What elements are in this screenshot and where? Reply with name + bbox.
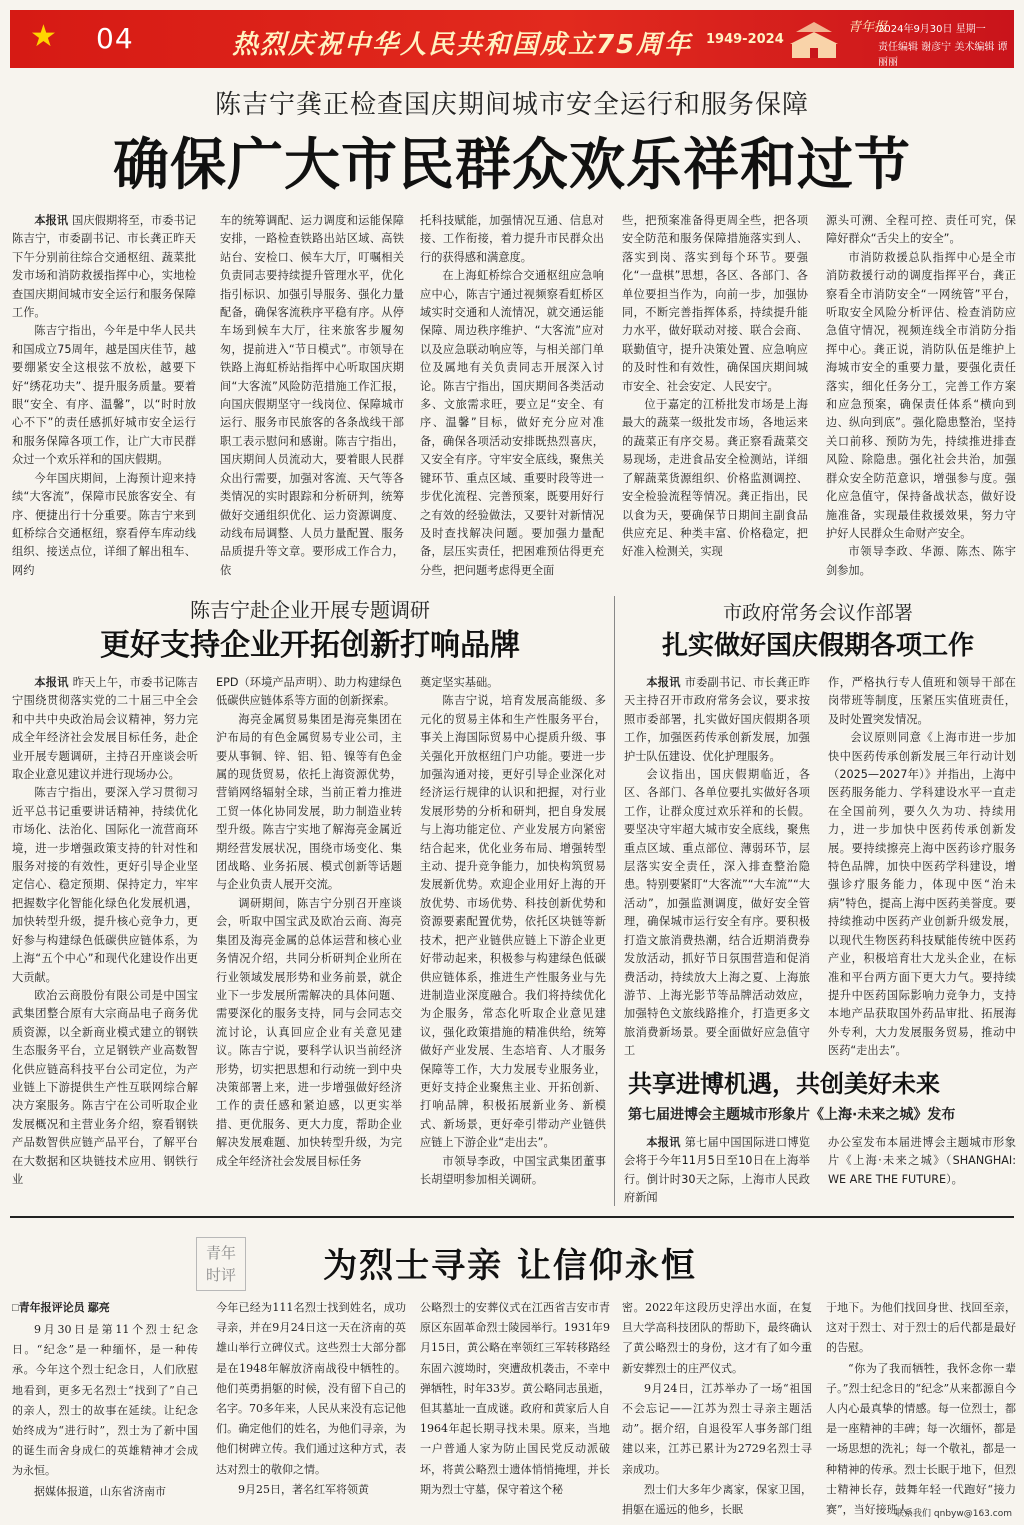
- lead-column-3: [420, 212, 604, 588]
- column-tag: [196, 1237, 246, 1291]
- paragraph: 托科技赋能，加强情况互通、信息对接、工作衔接，着力提升市民群众出行的获得感和满意度。: [420, 214, 604, 264]
- lead-column-5: [826, 212, 1016, 588]
- paragraph: 奠定坚实基础。: [420, 676, 499, 689]
- editor-line: 责任编辑 谢彦宁 美术编辑 谭丽丽: [878, 42, 1008, 68]
- opinion-column-4: [622, 1298, 812, 1517]
- council-headline: 扎实做好国庆假期各项工作: [661, 631, 974, 661]
- dateline-tag: 本报讯: [34, 676, 73, 689]
- paragraph: 市领导李政，中国宝武集团董事长胡望明参加相关调研。: [420, 1154, 606, 1186]
- enterprise-column-3: [420, 674, 606, 1204]
- opinion-column-1: [12, 1298, 198, 1502]
- newspaper-logo: 青年报: [848, 20, 888, 35]
- lead-column-4: [622, 212, 808, 588]
- section-rule: [10, 1216, 1014, 1218]
- column-tag-line-1: 青年: [205, 1244, 236, 1262]
- paragraph: 会议指出，国庆假期临近，各区、各部门、各单位要扎实做好各项工作，让群众度过欢乐祥和的长假。要坚决守牢超大城市安全底线，聚焦重点区域、重点部位、薄弱环节，层层落实安全责任，深入排查整治隐患。特别要紧盯“大客流”“大车流”“大活动”，加强监测调度，做好安全管理，确保城市运行安全有序。要积极打造文旅消费热潮，结合近期消费券发放活动，抓好节日氛围营造和促消费活动，持续放大上海之夏、上海旅游节、上海光影节等品牌活动效应，加强特色文旅线路推介，打造更多文旅消费新场景。要全面做好应急值守工: [624, 768, 810, 1058]
- paragraph: 欧冶云商股份有限公司是中国宝武集团整合原有大宗商品电子商务优质资源，以全新商业模式建立的钢铁生态服务平台，立足钢铁产业高数智化供应链高科技平台公司定位，为产业链上下游提供生产性互联网综合解决方案服务。陈吉宁在公司听取企业发展概况和主营业务介绍，察看钢铁产品数智供应链产品平台，了解平台在大数据和区块链技术应用、钢铁行业: [12, 988, 198, 1186]
- banner-years: 1949-2024: [706, 32, 784, 47]
- lead-column-1: [12, 212, 196, 588]
- paragraph: 陈吉宁指出，今年是中华人民共和国成立75周年，越是国庆佳节，越要绷紧安全这根弦不放松，越要下好“绣花功夫”、提升服务质量。要着眼“安全、有序、温馨”，以“时时放心不下”的责任感抓好城市安全运行和服务保障各项工作，让广大市民群众过一个欢乐祥和的国庆假期。: [12, 324, 196, 467]
- council-kicker: 市政府常务会议作部署: [722, 602, 913, 624]
- paragraph: 本报讯 市委副书记、市长龚正昨天主持召开市政府常务会议，要求按照市委部署，扎实做好国庆假期各项工作，加强医药传承创新发展，加强护士队伍建设、优化护理服务。: [624, 676, 810, 763]
- opinion-column-3: [420, 1298, 610, 1502]
- paragraph: 本报讯 第七届中国国际进口博览会将于今年11月5日至10日在上海举行。倒计时30天之际，上海市人民政府新闻: [624, 1136, 810, 1205]
- page-number: 04: [96, 22, 134, 55]
- column-tag-line-2: 时评: [205, 1266, 236, 1284]
- ciie-column-1: [624, 1134, 810, 1204]
- paragraph: 会议原则同意《上海市进一步加快中医药传承创新发展三年行动计划（2025—2027年）》并指出，上海中医药服务能力、学科建设水平一直走在全国前列，要久久为功、持续用力，进一步加快中医药传承创新发展。要持续擦亮上海中医药诊疗服务特色品牌，加快中医药学科建设，增强诊疗服务能力，体现中医“治未病”特色，提高上海中医药美誉度。要持续推动中医药产业创新升级发展，以现代生物医药科技赋能传统中医药产业，积极培育壮大龙头企业，在标准和平台两方面下更大力气。要持续提升中医药国际影响力竞争力，支持本地产品获取国外药品审批、拓展海外专利，大力发展服务贸易，推动中医药“走出去”。: [828, 731, 1016, 1058]
- paragraph: 据媒体报道，山东省济南市: [34, 1484, 166, 1498]
- dateline-tag: 本报讯: [34, 214, 73, 227]
- enterprise-headline: 更好支持企业开拓创新打响品牌: [100, 628, 520, 663]
- paragraph: 9月25日，著名红军将领黄: [238, 1482, 369, 1496]
- paragraph: 市领导李政、华源、陈杰、陈宇剑参加。: [826, 545, 1016, 577]
- paragraph: 调研期间，陈吉宁分别召开座谈会，听取中国宝武及欧冶云商、海亮集团及海亮金属的总体运营和核心业务情况介绍，共同分析研判企业所在行业领域发展形势和业务前景，就企业下一步发展所需解决的具体问题、需要深化的服务支持，同与会同志交流讨论，认真回应企业有关意见建议。陈吉宁说，要科学认识当前经济形势，切实把思想和行动统一到中央决策部署上来，进一步增强做好经济工作的责任感和紧迫感，以更实举措、更优服务、更大力度，帮助企业解决发展难题、加快转型升级，为完成全年经济社会发展目标任务: [216, 896, 402, 1168]
- paragraph: 些，把预案准备得更周全些，把各项安全防范和服务保障措施落实到人、落实到岗、落实到每个环节。要强化“一盘棋”思想，各区、各部门、各单位要担当作为，向前一步，加强协同，不断完善指挥体系，持续提升能力水平，做好联动对接、联合会商、联勤值守，提升决策处置、应急响应的及时性和有效性，确保国庆期间城市安全、社会安定、人民安宁。: [622, 214, 808, 393]
- paragraph: 源头可溯、全程可控、责任可究，保障好群众“舌尖上的安全”。: [826, 214, 1016, 246]
- council-column-2: [828, 674, 1016, 1058]
- contact-footer: 联系我们 qnbyw@163.com: [895, 1509, 1012, 1519]
- paragraph: 9月24日，江苏举办了一场“祖国不会忘记——江苏为烈士寻亲主题活动”。据介绍，自退役军人事务部门组建以来，江苏已累计为2729名烈士寻亲成功。: [622, 1381, 812, 1476]
- enterprise-column-1: [12, 674, 198, 1204]
- star-icon: ★: [30, 19, 57, 54]
- column-divider: [614, 596, 615, 1206]
- paragraph: 陈吉宁指出，要深入学习贯彻习近平总书记重要讲话精神，持续优化市场化、法治化、国际化一流营商环境，进一步增强政策支持的针对性和服务对接的有效性，更好引导企业坚定信心、稳定预期、保持定力，牢牢把握数字化智能化绿色化发展机遇，加快转型升级，提升核心竞争力，更好参与构建绿色低碳供应链体系，为上海“五个中心”和现代化建设作出更大贡献。: [12, 786, 198, 984]
- lead-kicker: 陈吉宁龚正检查国庆期间城市安全运行和服务保障: [214, 90, 809, 120]
- paragraph: EPD（环境产品声明）、助力构建绿色低碳供应链体系等方面的创新探索。: [216, 676, 402, 708]
- enterprise-kicker: 陈吉宁赴企业开展专题调研: [190, 598, 430, 622]
- date-line: 2024年9月30日 星期一: [878, 24, 986, 35]
- paragraph: 公略烈士的安葬仪式在江西省吉安市青原区东固革命烈士陵园举行。1931年9月15日，黄公略在率领红三军转移路经东固六渡坳时，突遭敌机袭击，不幸中弹牺牲，时年33岁。黄公略同志虽逝，但其墓址一直成谜。政府和黄家后人自1964年起长期寻找未果。原来，当地一户普通人家为防止国民党反动派破坏，将黄公略烈士遗体悄悄掩埋，并长期为烈士守墓，保守着这个秘: [420, 1301, 610, 1496]
- ciie-column-2: [828, 1134, 1016, 1204]
- ciie-subhead: 第七届进博会主题城市形象片《上海·未来之城》发布: [628, 1107, 956, 1123]
- paragraph: 办公室发布本届进博会主题城市形象片《上海·未来之城》（SHANGHAI: WE ARE THE FUTURE）。: [828, 1136, 1016, 1186]
- banner-title: 热烈庆祝中华人民共和国成立75周年: [232, 30, 693, 60]
- paragraph: 位于嘉定的江桥批发市场是上海最大的蔬菜一级批发市场，各地运来的蔬菜正有序交易。龚正察看蔬菜交易现场，走进食品安全检测站，详细了解蔬菜货源组织、价格监测调控、安全检验流程等情况。龚正指出，民以食为天，要确保节日期间主副食品供应充足、种类丰富、价格稳定，把好准入检测关，实现: [622, 398, 808, 559]
- lead-column-2: [220, 212, 404, 588]
- paragraph: 烈士们大多年少离家，保家卫国，捐躯在遥远的他乡，长眠: [622, 1482, 812, 1517]
- opinion-headline: 为烈士寻亲 让信仰永恒: [323, 1246, 697, 1286]
- paragraph: 市消防救援总队指挥中心是全市消防救援行动的调度指挥平台，龚正察看全市消防安全“一网统管”平台，听取安全风险分析评估、检查消防应急值守情况，视频连线全市消防分指挥中心。龚正说，消防队伍是维护上海城市安全的重要力量，要强化责任落实，细化任务分工，完善工作方案和应急预案，确保责任体系“横向到边、纵向到底”。强化隐患整治，坚持关口前移、预防为先，持续推进排查风险、除隐患。强化社会共治，加强群众安全防范意识，增强参与度。强化应急值守，保持备战状态，做好设施准备，实现最佳救援效果，努力守护好人民群众生命财产安全。: [826, 250, 1016, 540]
- page-banner: [10, 10, 1014, 68]
- dateline-tag: 本报讯: [646, 676, 685, 689]
- paragraph: 海亮金属贸易集团是海亮集团在沪布局的有色金属贸易专业公司，主要从事铜、锌、铝、铅、镍等有色金属的现货贸易，依托上海资源优势，营销网络辐射全球，当前正着力推进工贸一体化协同发展，助力制造业转型升级。陈吉宁实地了解海亮金属近期经营发展状况，围绕市场变化、集团战略、业务拓展、模式创新等话题与企业负责人展开交流。: [216, 712, 402, 892]
- council-column-1: [624, 674, 810, 1058]
- paragraph: 今年国庆期间，上海预计迎来持续“大客流”，保障市民旅客安全、有序、便捷出行十分重要。陈吉宁来到虹桥综合交通枢纽，察看停车库动线组织、接送点位，详细了解出租车、网约: [12, 471, 196, 577]
- paragraph: 本报讯 国庆假期将至，市委书记陈吉宁，市委副书记、市长龚正昨天下午分别前往综合交通枢纽、蔬菜批发市场和消防救援指挥中心，实地检查国庆期间城市安全运行和服务保障工作。: [12, 214, 196, 320]
- paragraph: 车的统筹调配、运力调度和运能保障安排，一路检查铁路出站区域、高铁站台、安检口、候车大厅，叮嘱相关负责同志要持续提升管理水平，优化指引标识、加强引导服务、强化力量配备，确保客流秩序平稳有序。从停车场到候车大厅，往来旅客步履匆匆，提前进入“节日模式”。市领导在铁路上海虹桥站指挥中心听取国庆期间“大客流”风险防范措施工作汇报，向国庆假期坚守一线岗位、保障城市运行、服务市民旅客的各条战线干部职工表示慰问和感谢。陈吉宁指出，国庆期间人员流动大，要着眼人民群众出行需要，加强对客流、天气等各类情况的实时跟踪和分析研判，统筹做好交通组织优化、运力资源调度、动线布局调整、人员力量配置、服务品质提升等文章。要形成工作合力，依: [220, 214, 404, 577]
- enterprise-column-2: [216, 674, 402, 1204]
- paragraph: 密。2022年这段历史浮出水面，在复旦大学高科技团队的帮助下，最终确认了黄公略烈士的身份，这才有了如今重新安葬烈士的庄严仪式。: [622, 1301, 812, 1375]
- opinion-byline: □青年报评论员 鄢亮: [12, 1302, 110, 1314]
- tiananmen-icon: [786, 18, 842, 62]
- paragraph: 今年已经为111名烈士找到姓名，成功寻亲，并在9月24日这一天在济南的英雄山举行立碑仪式。这些烈士大部分都是在1948年解放济南战役中牺牲的。他们英勇捐躯的时候，没有留下自己的名字。70多年来，人民从来没有忘记他们。确定他们的姓名，为他们寻亲，为他们树碑立传。我们通过这种方式，表达对烈士的敬仰之情。: [216, 1301, 406, 1476]
- paragraph: 作，严格执行专人值班和领导干部在岗带班等制度，压紧压实值班责任，及时处置突发情况。: [828, 676, 1016, 726]
- paragraph: 9月30日是第11个烈士纪念日。“纪念”是一种缅怀，是一种传承。今年这个烈士纪念日，人们欣慰地看到，更多无名烈士“找到了”自己的亲人，烈士的故事在延续。让纪念始终成为“进行时”，烈士为了新中国的诞生而舍身成仁的英雄精神才会成为永恒。: [12, 1323, 198, 1478]
- lead-headline: 确保广大市民群众欢乐祥和过节: [113, 133, 911, 198]
- paragraph: 本报讯 昨天上午，市委书记陈吉宁围绕贯彻落实党的二十届三中全会和中共中央政治局会议精神，努力完成全年经济社会发展目标任务，赴企业开展专题调研，主持召开座谈会听取企业意见建议并进行现场办公。: [12, 676, 198, 782]
- paragraph: 于地下。为他们找回身世、找回至亲，这对于烈士、对于烈士的后代都是最好的告慰。: [826, 1301, 1016, 1355]
- dateline-tag: 本报讯: [646, 1136, 685, 1149]
- paragraph: “你为了我而牺牲，我怀念你一辈子。”烈士纪念日的“纪念”从来都源自今人内心最真挚的情感。每一位烈士，都是一座精神的丰碑；每一次缅怀，都是一场思想的洗礼；每一个敬礼，都是一种精神的传承。烈士长眠于地下，但烈士精神长存，鼓舞年轻一代跑好“接力赛”，当好接班人。: [826, 1361, 1016, 1517]
- paragraph: 陈吉宁说，培育发展高能级、多元化的贸易主体和生产性服务平台，事关上海国际贸易中心提质升级、事关强化开放枢纽门户功能。要进一步加强沟通对接，更好引导企业深化对经济运行规律的认识和把握，对行业发展形势的分析和研判，把自身发展与上海功能定位、产业发展方向紧密结合起来，优化业务布局、增强转型主动、提升竞争能力，加快构筑贸易发展新优势。欢迎企业用好上海的开放优势、市场优势、科技创新优势和资源要素配置优势，依托区块链等新技术，把产业链供应链上下游企业更好带动起来，积极参与构建绿色低碳供应链体系，推进生产性服务业与先进制造业深度融合。我们将持续优化为企服务，常态化听取企业意见建议，强化政策措施的精准供给，统筹做好产业发展、生态培育、人才服务保障等工作，大力发展专业服务业，更好支持企业聚焦主业、开拓创新、打响品牌，积极拓展新业务、新模式、新场景，更好牵引带动产业链供应链上下游企业“走出去”。: [420, 694, 606, 1150]
- ciie-headline: 共享进博机遇，共创美好未来: [628, 1070, 940, 1098]
- paragraph: 在上海虹桥综合交通枢纽应急响应中心，陈吉宁通过视频察看虹桥区域实时交通和人流情况，就交通运能保障、周边秩序维护、“大客流”应对以及应急联动响应等，与相关部门单位及属地有关负责同志开展深入讨论。陈吉宁指出，国庆期间各类活动多、文旅需求旺，要立足“安全、有序、温馨”目标，做好充分应对准备，确保各项活动安排既热烈喜庆，又安全有序。守牢安全底线，聚焦关键环节、重点区域、重要时段等进一步优化流程、完善预案，既要用好行之有效的经验做法，又要针对新情况及时查找解决问题。要加强力量配备，层压实责任，把困难预估得更充分些，把问题考虑得更全面: [420, 269, 604, 577]
- opinion-text-1: [12, 1320, 198, 1502]
- opinion-column-2: [216, 1298, 406, 1502]
